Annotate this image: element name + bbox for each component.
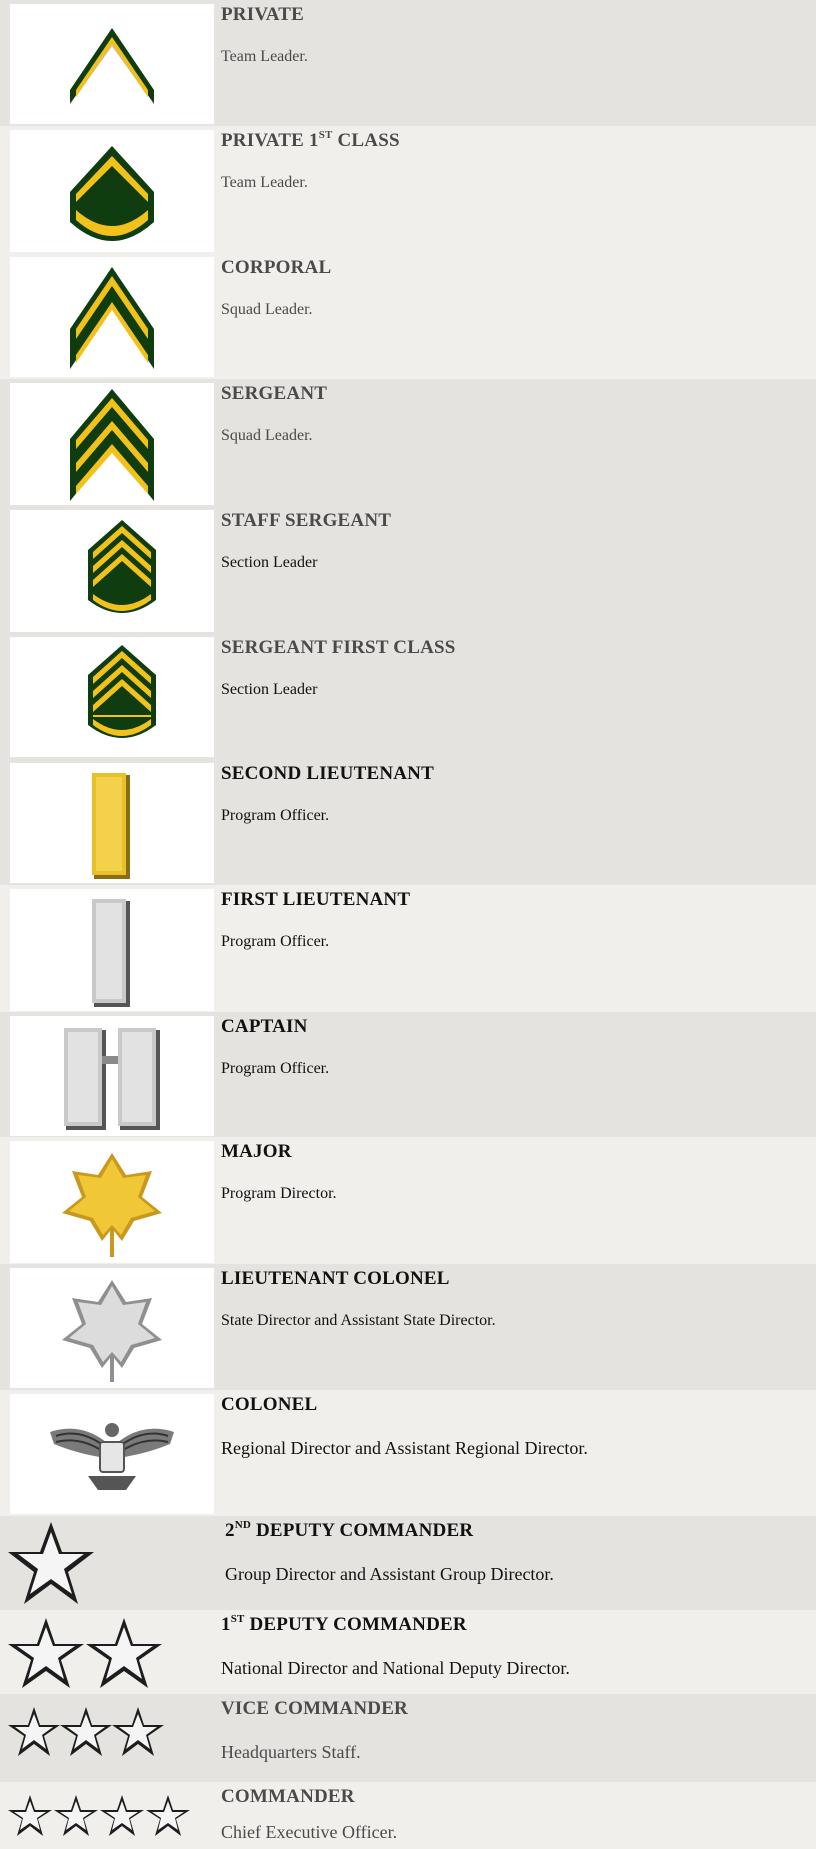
gold-oak-leaf-icon [10, 1141, 214, 1263]
rank-description: Chief Executive Officer. [221, 1822, 398, 1842]
rank-description: National Director and National Deputy Director. [221, 1658, 570, 1678]
rank-row-second-deputy-commander [0, 1516, 816, 1610]
rank-title: CAPTAIN [221, 1016, 308, 1037]
rank-row-sergeant [0, 379, 816, 506]
rank-row-staff-sergeant [0, 506, 816, 633]
staff-sergeant-chevron-icon [10, 510, 214, 632]
rank-description: Regional Director and Assistant Regional Director. [221, 1438, 588, 1458]
corporal-chevron-icon [10, 257, 214, 377]
rank-title: SECOND LIEUTENANT [221, 763, 434, 784]
rank-row-first-lieutenant [0, 885, 816, 1012]
silver-oak-leaf-icon [10, 1268, 214, 1388]
rank-title: 2ND DEPUTY COMMANDER [225, 1519, 474, 1541]
rank-description: Headquarters Staff. [221, 1742, 361, 1762]
rank-row-first-deputy-commander [0, 1610, 816, 1694]
rank-title: STAFF SERGEANT [221, 510, 392, 531]
private-chevron-icon [10, 4, 214, 124]
rank-row-lieutenant-colonel [0, 1264, 816, 1390]
rank-title: MAJOR [221, 1141, 292, 1162]
one-star-icon [6, 1520, 96, 1613]
rank-description: Team Leader. [221, 174, 308, 191]
rank-description: Program Director. [221, 1185, 337, 1202]
rank-row-private-first-class [0, 126, 816, 253]
eagle-icon [10, 1394, 214, 1514]
rank-title: SERGEANT FIRST CLASS [221, 637, 456, 658]
rank-description: Group Director and Assistant Group Director. [225, 1564, 554, 1584]
rank-description: Section Leader [221, 681, 318, 698]
rank-description: Section Leader [221, 554, 318, 571]
rank-title: FIRST LIEUTENANT [221, 889, 411, 910]
rank-row-corporal [0, 253, 816, 379]
rank-description: Squad Leader. [221, 427, 313, 444]
rank-title: 1ST DEPUTY COMMANDER [221, 1613, 467, 1635]
rank-description: Team Leader. [221, 48, 308, 65]
three-star-icon [6, 1704, 166, 1769]
rank-title: CORPORAL [221, 257, 332, 278]
rank-row-vice-commander [0, 1694, 816, 1782]
rank-title: PRIVATE 1ST CLASS [221, 129, 400, 151]
rank-title: COMMANDER [221, 1786, 355, 1807]
four-star-icon [6, 1792, 206, 1849]
rank-description: Program Officer. [221, 807, 330, 824]
rank-row-sergeant-first-class [0, 633, 816, 759]
two-star-icon [6, 1614, 166, 1697]
rank-row-commander [0, 1782, 816, 1848]
rank-title: VICE COMMANDER [221, 1698, 408, 1719]
rank-description: Program Officer. [221, 1060, 330, 1077]
sergeant-first-class-chevron-icon [10, 637, 214, 757]
rank-row-captain [0, 1012, 816, 1137]
rank-title: COLONEL [221, 1394, 318, 1415]
double-silver-bar-icon [10, 1016, 214, 1136]
rank-row-major [0, 1137, 816, 1264]
rank-description: Squad Leader. [221, 301, 313, 318]
rank-description: State Director and Assistant State Director. [221, 1312, 496, 1329]
rank-title: SERGEANT [221, 383, 328, 404]
rank-title: LIEUTENANT COLONEL [221, 1268, 450, 1289]
rank-row-second-lieutenant [0, 759, 816, 885]
rank-description: Program Officer. [221, 933, 330, 950]
rank-title: PRIVATE [221, 4, 305, 25]
private-first-class-chevron-icon [10, 130, 214, 252]
rank-row-colonel [0, 1390, 816, 1516]
gold-bar-icon [10, 763, 214, 883]
silver-bar-icon [10, 889, 214, 1011]
rank-row-private [0, 0, 816, 126]
sergeant-chevron-icon [10, 383, 214, 505]
